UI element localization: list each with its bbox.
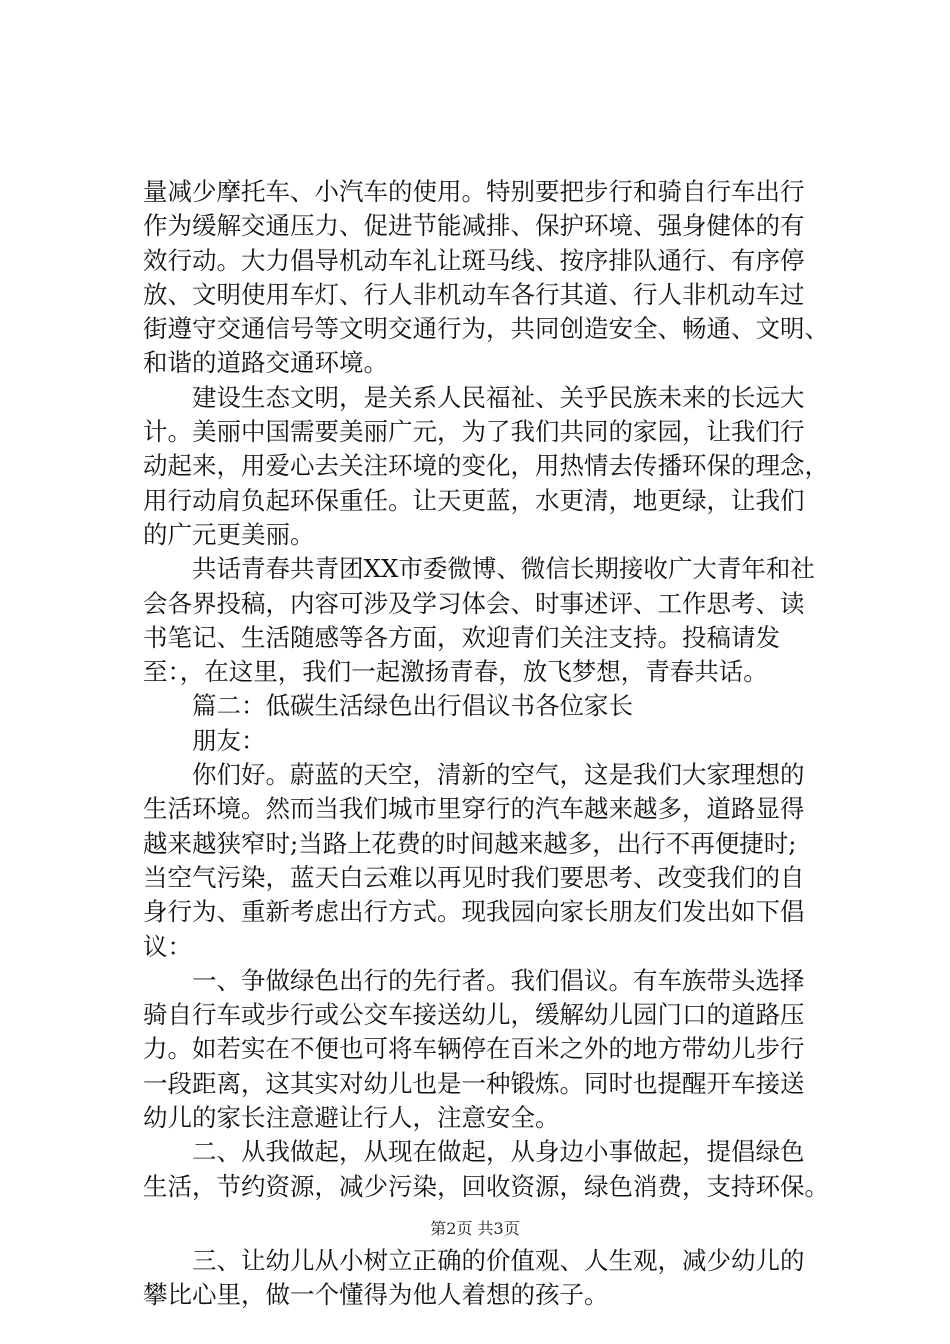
document-body bbox=[143, 175, 863, 1313]
text-line: 量减少摩托车、小汽车的使用。特别要把步行和骑自行车出行 bbox=[143, 177, 805, 206]
text-line: 会各界投稿，内容可涉及学习体会、时事述评、工作思考、读 bbox=[143, 588, 805, 618]
text-line: 身行为、重新考虑出行方式。现我园向家长朋友们发出如下倡 bbox=[143, 897, 805, 927]
paragraph-greeting bbox=[143, 758, 863, 964]
text-line: 幼儿的家长注意避让行人，注意安全。 bbox=[143, 1103, 560, 1133]
text-line: 至：，在这里，我们一起激扬青春，放飞梦想，青春共话。 bbox=[143, 657, 768, 687]
text-line: 和谐的道路交通环境。 bbox=[143, 348, 388, 378]
paragraph-proposal-3 bbox=[143, 1244, 863, 1313]
page-footer: 第2页 共3页 bbox=[430, 1219, 520, 1238]
text-line: 力。如若实在不便也可将车辆停在百米之外的地方带幼儿步行 bbox=[143, 1034, 805, 1064]
text-line: 议： bbox=[143, 931, 192, 961]
text-line: 用行动肩负起环保重任。让天更蓝，水更清，地更绿，让我们 bbox=[143, 485, 805, 515]
text-line: 篇二：低碳生活绿色出行倡议书各位家长 bbox=[192, 691, 633, 721]
paragraph-transport bbox=[143, 175, 863, 381]
text-line: 当空气污染，蓝天白云难以再见时我们要思考、改变我们的自 bbox=[143, 862, 805, 892]
paragraph-submission bbox=[143, 552, 863, 689]
text-line: 的广元更美丽。 bbox=[143, 519, 315, 549]
text-line: 朋友： bbox=[192, 725, 266, 755]
paragraph-ecology bbox=[143, 381, 863, 552]
text-line: 计。美丽中国需要美丽广元，为了我们共同的家园，让我们行 bbox=[143, 417, 805, 447]
text-line: 三、让幼儿从小树立正确的价值观、人生观，减少幼儿的 bbox=[192, 1245, 805, 1275]
text-line: 建设生态文明，是关系人民福祉、关乎民族未来的长远大 bbox=[192, 382, 805, 412]
text-line: 攀比心里，做一个懂得为他人着想的孩子。 bbox=[143, 1280, 609, 1310]
text-line: 一段距离，这其实对幼儿也是一种锻炼。同时也提醒开车接送 bbox=[143, 1068, 805, 1098]
text-line: 共话青春共青团XX市委微博、微信长期接收广大青年和社 bbox=[192, 554, 815, 584]
text-line: 生活，节约资源，减少污染，回收资源，绿色消费，支持环保。 bbox=[143, 1171, 829, 1201]
text-line: 二、从我做起，从现在做起，从身边小事做起，提倡绿色 bbox=[192, 1137, 805, 1167]
text-line: 书笔记、生活随感等各方面，欢迎青们关注支持。投稿请发 bbox=[143, 622, 780, 652]
text-line: 你们好。蔚蓝的天空，清新的空气，这是我们大家理想的 bbox=[192, 760, 805, 790]
text-line: 效行动。大力倡导机动车礼让斑马线、按序排队通行、有序停 bbox=[143, 245, 805, 275]
text-line: 一、争做绿色出行的先行者。我们倡议。有车族带头选择 bbox=[192, 965, 805, 995]
text-line: 越来越狭窄时;当路上花费的时间越来越多，出行不再便捷时; bbox=[143, 828, 797, 858]
paragraph-proposal-2 bbox=[143, 1135, 863, 1204]
text-line: 骑自行车或步行或公交车接送幼儿，缓解幼儿园门口的道路压 bbox=[143, 1000, 805, 1030]
text-line: 生活环境。然而当我们城市里穿行的汽车越来越多，道路显得 bbox=[143, 794, 805, 824]
text-line: 放、文明使用车灯、行人非机动车各行其道、行人非机动车过 bbox=[143, 279, 805, 309]
section-heading bbox=[143, 689, 863, 723]
text-line: 作为缓解交通压力、促进节能减排、保护环境、强身健体的有 bbox=[143, 211, 805, 241]
paragraph-proposal-1 bbox=[143, 964, 863, 1135]
salutation bbox=[143, 724, 863, 758]
text-line: 动起来，用爱心去关注环境的变化，用热情去传播环保的理念， bbox=[143, 451, 829, 481]
text-line: 街遵守交通信号等文明交通行为，共同创造安全、畅通、文明、 bbox=[143, 314, 829, 344]
